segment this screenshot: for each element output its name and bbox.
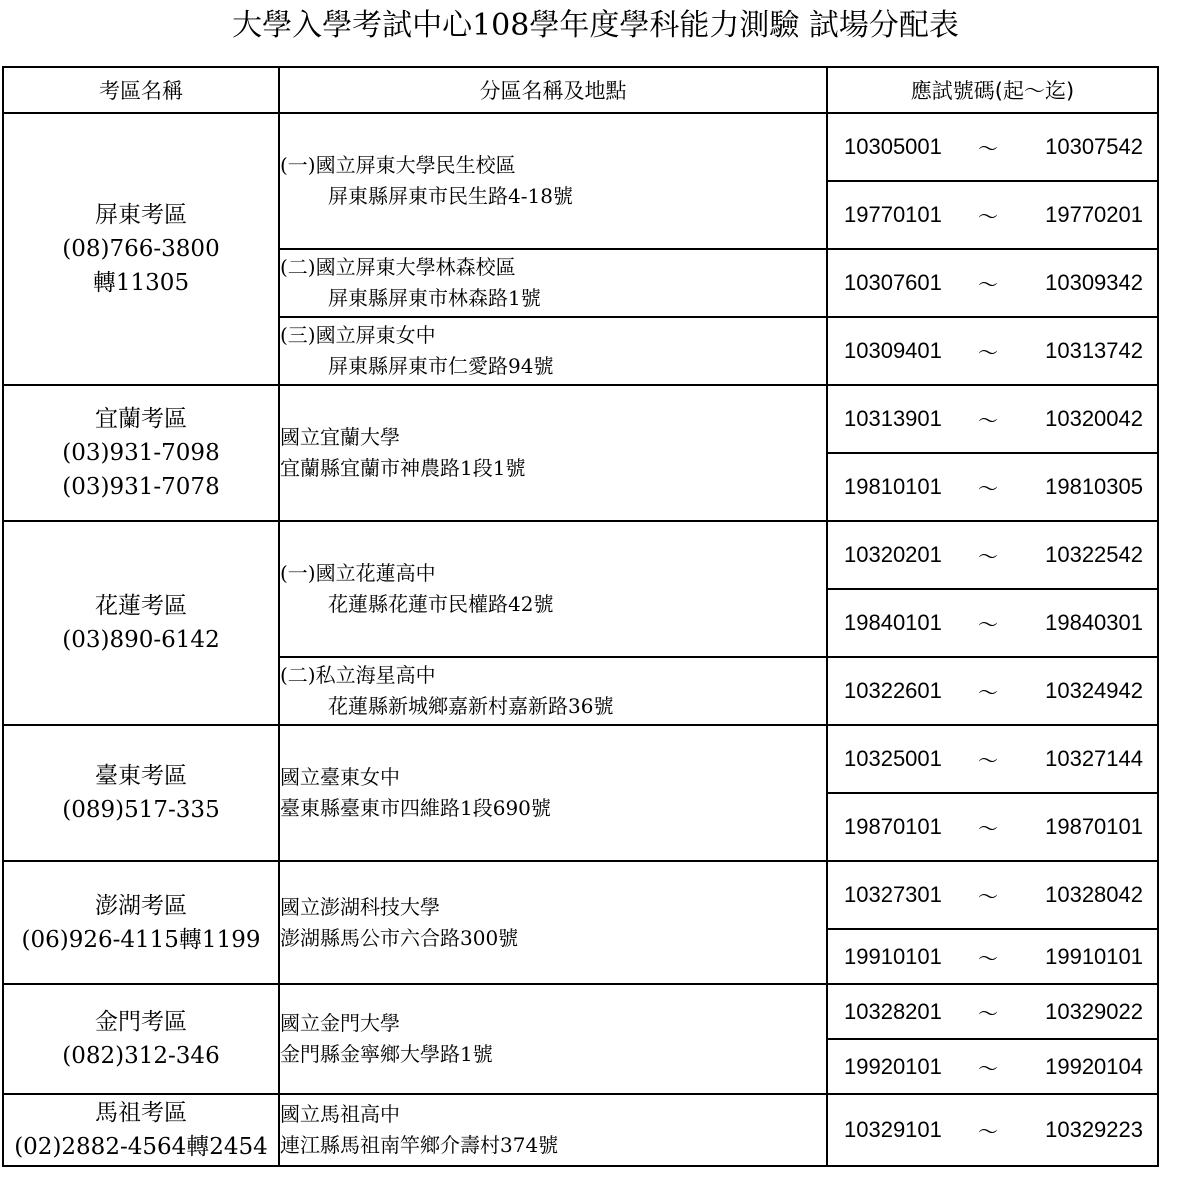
area-name: 臺東考區 — [95, 763, 187, 789]
range-tilde: ～ — [978, 680, 998, 705]
area-name: 金門考區 — [95, 1009, 187, 1035]
range-tilde: ～ — [978, 816, 998, 841]
range-start: 10305001 — [844, 134, 942, 159]
site-name: 國立金門大學 — [280, 1011, 400, 1035]
range-tilde: ～ — [978, 408, 998, 433]
site-cell — [279, 984, 827, 1094]
range-tilde: ～ — [978, 204, 998, 229]
area-name: 澎湖考區 — [95, 892, 187, 919]
range-start: 19840101 — [844, 610, 942, 635]
range-tilde: ～ — [978, 1056, 998, 1080]
table-row — [3, 725, 1158, 793]
site-address: 連江縣馬祖南竿鄉介壽村374號 — [280, 1133, 559, 1157]
range-cell — [827, 861, 1158, 929]
range-start: 10328201 — [844, 998, 942, 1024]
range-start: 10325001 — [844, 746, 942, 771]
range-start: 10322601 — [844, 678, 942, 703]
area-name: 馬祖考區 — [95, 1100, 187, 1126]
site-name: 國立臺東女中 — [280, 765, 400, 789]
site-name: (一)國立屏東大學民生校區 — [280, 153, 516, 177]
range-cell — [827, 181, 1158, 249]
area-phone: 轉11305 — [92, 270, 190, 296]
range-start: 19770101 — [844, 202, 942, 227]
site-address: 澎湖縣馬公市六合路300號 — [280, 925, 519, 950]
site-address: 臺東縣臺東市四維路1段690號 — [280, 796, 551, 820]
site-cell — [279, 1094, 827, 1166]
range-tilde: ～ — [978, 476, 998, 501]
range-end: 19910101 — [1045, 943, 1143, 969]
site-name: 國立馬祖高中 — [280, 1102, 400, 1126]
table-row — [3, 113, 1158, 181]
range-start: 10313901 — [844, 406, 942, 431]
range-start: 10329101 — [844, 1117, 942, 1142]
range-cell — [827, 317, 1158, 385]
range-start: 19910101 — [844, 943, 942, 969]
range-cell — [827, 929, 1158, 984]
site-cell — [279, 385, 827, 521]
table-row — [3, 984, 1158, 1039]
range-start: 19920101 — [844, 1053, 942, 1079]
range-tilde: ～ — [978, 136, 998, 161]
range-cell — [827, 1039, 1158, 1094]
range-cell — [827, 249, 1158, 317]
site-address: 花蓮縣新城鄉嘉新村嘉新路36號 — [328, 694, 614, 718]
range-tilde: ～ — [978, 612, 998, 637]
area-phone: (03)931-7078 — [62, 474, 220, 500]
area-phone: (082)312-346 — [62, 1043, 220, 1069]
range-end: 19920104 — [1045, 1053, 1143, 1079]
range-tilde: ～ — [978, 272, 998, 297]
area-cell — [3, 984, 279, 1094]
range-start: 19870101 — [844, 814, 942, 839]
range-end: 19840301 — [1045, 610, 1143, 635]
site-cell — [279, 317, 827, 385]
table-row — [3, 1094, 1158, 1166]
range-cell — [827, 1094, 1158, 1166]
site-cell — [279, 113, 827, 249]
range-end: 19870101 — [1045, 814, 1143, 839]
site-name: (一)國立花蓮高中 — [280, 561, 436, 585]
site-cell — [279, 657, 827, 725]
area-phone: (03)890-6142 — [62, 627, 220, 653]
range-tilde: ～ — [978, 1119, 998, 1144]
range-end: 10329022 — [1045, 998, 1143, 1024]
area-cell — [3, 385, 279, 521]
site-address: 金門縣金寧鄉大學路1號 — [280, 1042, 493, 1066]
site-cell — [279, 521, 827, 657]
range-cell — [827, 725, 1158, 793]
range-start: 10309401 — [844, 338, 942, 363]
range-cell — [827, 385, 1158, 453]
range-end: 10327144 — [1045, 746, 1143, 771]
range-start: 10327301 — [844, 882, 942, 907]
area-cell — [3, 521, 279, 725]
range-tilde: ～ — [978, 884, 998, 909]
header-area-name: 考區名稱 — [3, 67, 279, 113]
site-name: 國立宜蘭大學 — [280, 425, 400, 449]
range-start: 19810101 — [844, 474, 942, 499]
range-end: 19810305 — [1045, 474, 1143, 499]
header-number-range: 應試號碼(起～迄) — [827, 67, 1158, 113]
site-cell — [279, 861, 827, 984]
site-name: (二)國立屏東大學林森校區 — [280, 255, 516, 279]
site-name: (三)國立屏東女中 — [280, 323, 436, 347]
range-cell — [827, 113, 1158, 181]
range-end: 10322542 — [1045, 542, 1143, 567]
range-end: 10329223 — [1045, 1117, 1143, 1142]
range-start: 10307601 — [844, 270, 942, 295]
site-address: 屏東縣屏東市仁愛路94號 — [328, 354, 554, 378]
range-start: 10320201 — [844, 542, 942, 567]
page-title: 大學入學考試中心108學年度學科能力測驗 試場分配表 — [232, 8, 959, 43]
range-cell — [827, 657, 1158, 725]
range-tilde: ～ — [978, 544, 998, 569]
table-row — [3, 521, 1158, 589]
site-address: 宜蘭縣宜蘭市神農路1段1號 — [280, 456, 526, 480]
area-phone: (089)517-335 — [62, 797, 220, 823]
range-end: 19770201 — [1045, 202, 1143, 227]
range-cell — [827, 984, 1158, 1039]
area-name: 屏東考區 — [95, 202, 187, 228]
range-end: 10324942 — [1045, 678, 1143, 703]
range-tilde: ～ — [978, 946, 998, 970]
area-cell — [3, 113, 279, 385]
allocation-table — [2, 66, 1159, 1167]
area-phone: (02)2882-4564轉2454 — [14, 1134, 268, 1160]
range-tilde: ～ — [978, 1001, 998, 1025]
header-site-location: 分區名稱及地點 — [279, 67, 827, 113]
range-end: 10313742 — [1045, 338, 1143, 363]
area-phone: (06)926-4115轉1199 — [21, 926, 261, 953]
area-cell — [3, 1094, 279, 1166]
table-row — [3, 385, 1158, 453]
range-end: 10320042 — [1045, 406, 1143, 431]
site-address: 花蓮縣花蓮市民權路42號 — [328, 592, 554, 616]
range-end: 10307542 — [1045, 134, 1143, 159]
range-cell — [827, 793, 1158, 861]
area-phone: (03)931-7098 — [62, 440, 220, 466]
area-name: 宜蘭考區 — [95, 406, 187, 432]
range-cell — [827, 453, 1158, 521]
site-name: 國立澎湖科技大學 — [280, 894, 440, 919]
area-cell — [3, 861, 279, 984]
site-name: (二)私立海星高中 — [280, 663, 436, 687]
range-tilde: ～ — [978, 748, 998, 773]
area-phone: (08)766-3800 — [62, 236, 220, 262]
range-end: 10309342 — [1045, 270, 1143, 295]
site-cell — [279, 249, 827, 317]
header-row — [3, 67, 1158, 113]
range-end: 10328042 — [1045, 882, 1143, 907]
range-tilde: ～ — [978, 340, 998, 365]
site-address: 屏東縣屏東市民生路4-18號 — [328, 184, 573, 208]
area-name: 花蓮考區 — [95, 593, 187, 619]
site-cell — [279, 725, 827, 861]
table-row — [3, 861, 1158, 929]
range-cell — [827, 521, 1158, 589]
area-cell — [3, 725, 279, 861]
range-cell — [827, 589, 1158, 657]
site-address: 屏東縣屏東市林森路1號 — [328, 286, 541, 310]
